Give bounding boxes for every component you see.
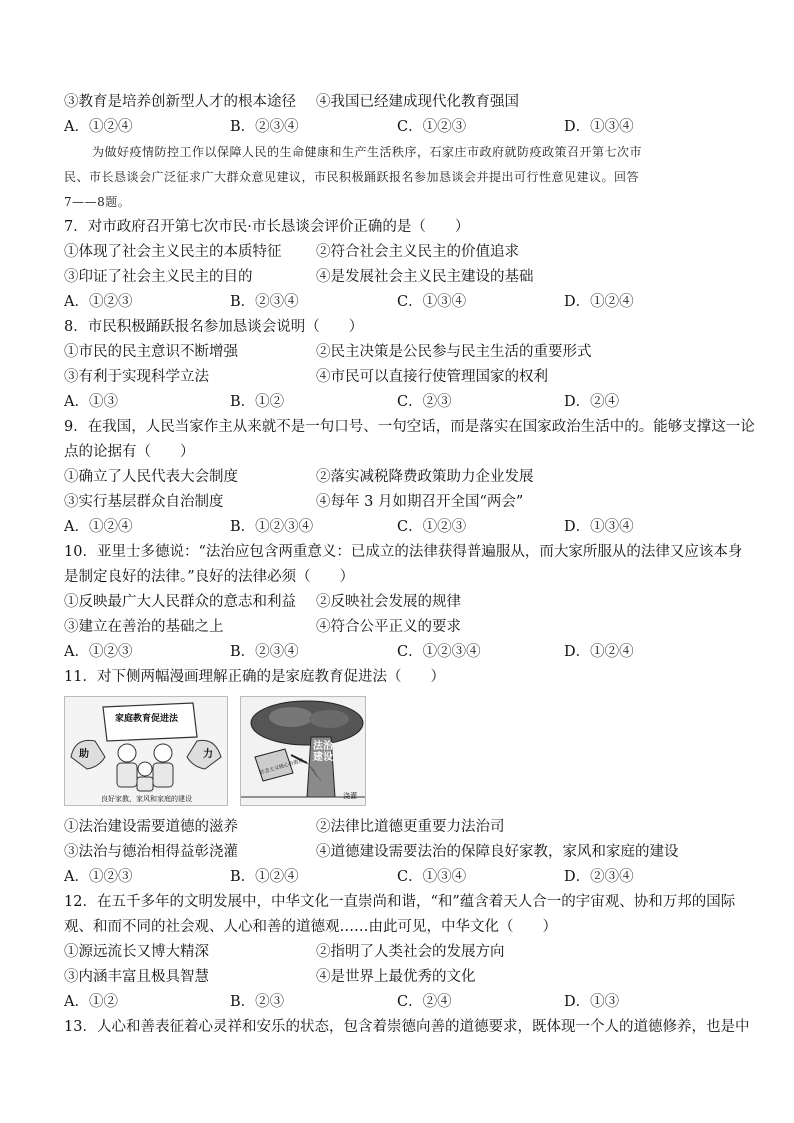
cartoon-caption: 良好家教，家风和家庭的建设 (101, 795, 192, 803)
statement-option: ④我国已经建成现代化教育强国 (316, 94, 519, 110)
statement-option: ②法律比道德更重要力法治司 (316, 819, 505, 835)
answer-choice-b[interactable]: B．②③④ (230, 644, 299, 660)
question-text-line: 12．在五千多年的文明发展中，中华文化一直崇尚和谐，“和”蕴含着天人合一的宇宙观、协和万邦的国际 (64, 894, 736, 910)
statement-option: ②反映社会发展的规律 (316, 594, 461, 610)
cartoon-right-char: 力 (203, 749, 213, 760)
answer-choice-a[interactable]: A．①②③ (64, 644, 133, 660)
answer-choice-d[interactable]: D．②③④ (564, 869, 634, 885)
question-text-line: 观、和而不同的社会观、人心和善的道德观……由此可见，中华文化（ ） (64, 919, 557, 935)
statement-option: ④是发展社会主义民主建设的基础 (316, 269, 534, 285)
cartoon-family-education (64, 696, 228, 806)
answer-choice-c[interactable]: C．①②③④ (397, 644, 481, 660)
answer-choice-b[interactable]: B．②③④ (230, 119, 299, 135)
material-text-line: 民、市长恳谈会广泛征求广大群众意见建议，市民积极踊跃报名参加恳谈会并提出可行性意见建议。回答 (64, 170, 640, 184)
answer-choice-a[interactable]: A．①②③ (64, 869, 133, 885)
answer-choice-d[interactable]: D．①③ (564, 994, 620, 1010)
question-text-line: 13．人心和善表征着心灵祥和安乐的状态，包含着崇德向善的道德要求，既体现一个人的道德修养，也是中 (64, 1019, 750, 1035)
statement-option: ③法治与德治相得益彰浇灌 (64, 844, 238, 860)
statement-option: ②民主决策是公民参与民主生活的重要形式 (316, 344, 592, 360)
answer-choice-a[interactable]: A．①③ (64, 394, 118, 410)
cartoon-tree-drawing (241, 697, 365, 805)
answer-choice-c[interactable]: C．①②③ (397, 119, 467, 135)
statement-option: ②落实减税降费政策助力企业发展 (316, 469, 534, 485)
statement-option: ①市民的民主意识不断增强 (64, 344, 238, 360)
statement-option: ④是世界上最优秀的文化 (316, 969, 476, 985)
cartoon-left-char: 助 (79, 749, 89, 760)
answer-choice-c[interactable]: C．①③④ (397, 294, 467, 310)
question-text-line: 11．对下侧两幅漫画理解正确的是家庭教育促进法（ ） (64, 669, 445, 685)
answer-choice-b[interactable]: B．②③ (230, 994, 285, 1010)
question-text-line: 8．市民积极踊跃报名参加恳谈会说明（ ） (64, 319, 364, 335)
cartoon-banner-text: 家庭教育促进法 (115, 714, 179, 724)
answer-choice-d[interactable]: D．①③④ (564, 119, 634, 135)
answer-choice-b[interactable]: B．①②④ (230, 869, 299, 885)
answer-choice-c[interactable]: C．①③④ (397, 869, 467, 885)
answer-choice-d[interactable]: D．①③④ (564, 519, 634, 535)
statement-option: ③建立在善治的基础之上 (64, 619, 224, 635)
statement-option: ③印证了社会主义民主的目的 (64, 269, 253, 285)
answer-choice-c[interactable]: C．②③ (397, 394, 452, 410)
statement-option: ①确立了人民代表大会制度 (64, 469, 238, 485)
cartoon-can-text: 社会主义核心价值观 (259, 757, 305, 777)
answer-choice-b[interactable]: B．②③④ (230, 294, 299, 310)
cartoon-corner-text: 浇灌 (343, 792, 357, 800)
statement-option: ④每年 3 月如期召开全国“两会” (316, 494, 524, 510)
answer-choice-c[interactable]: C．①②③ (397, 519, 467, 535)
answer-choice-a[interactable]: A．①②④ (64, 519, 133, 535)
statement-option: ①法治建设需要道德的滋养 (64, 819, 238, 835)
statement-option: ①体现了社会主义民主的本质特征 (64, 244, 282, 260)
material-text-line: 7——8题。 (64, 195, 131, 209)
question-text-line: 7．对市政府召开第七次市民·市长恳谈会评价正确的是（ ） (64, 219, 470, 235)
cartoon-trunk-text: 法治建设 (313, 741, 333, 763)
statement-option: ③内涵丰富且极具智慧 (64, 969, 209, 985)
answer-choice-d[interactable]: D．①②④ (564, 644, 634, 660)
statement-option: ①源远流长又博大精深 (64, 944, 209, 960)
question-text-line: 是制定良好的法律。”良好的法律必须（ ） (64, 569, 355, 585)
statement-option: ④道德建设需要法治的保障良好家教，家风和家庭的建设 (316, 844, 679, 860)
answer-choice-d[interactable]: D．①②④ (564, 294, 634, 310)
statement-option: ②符合社会主义民主的价值追求 (316, 244, 519, 260)
answer-choice-a[interactable]: A．①②④ (64, 119, 133, 135)
statement-option: ③实行基层群众自治制度 (64, 494, 224, 510)
question-text-line: 10．亚里士多德说：“法治应包含两重意义：已成立的法律获得普遍服从，而大家所服从的法律又应该本身 (64, 544, 743, 560)
answer-choice-d[interactable]: D．②④ (564, 394, 620, 410)
question-text-line: 9．在我国，人民当家作主从来就不是一句口号、一句空话，而是落实在国家政治生活中的。能够支撑这一论 (64, 419, 755, 435)
statement-option: ①反映最广大人民群众的意志和利益 (64, 594, 296, 610)
answer-choice-b[interactable]: B．①② (230, 394, 285, 410)
answer-choice-a[interactable]: A．①② (64, 994, 118, 1010)
statement-option: ③有利于实现科学立法 (64, 369, 209, 385)
answer-choice-a[interactable]: A．①②③ (64, 294, 133, 310)
statement-option: ③教育是培养创新型人才的根本途径 (64, 94, 296, 110)
answer-choice-b[interactable]: B．①②③④ (230, 519, 314, 535)
material-text-line: 为做好疫情防控工作以保障人民的生命健康和生产生活秩序，石家庄市政府就防疫政策召开第七次市 (92, 145, 643, 159)
statement-option: ②指明了人类社会的发展方向 (316, 944, 505, 960)
statement-option: ④符合公平正义的要求 (316, 619, 461, 635)
statement-option: ④市民可以直接行使管理国家的权利 (316, 369, 548, 385)
cartoon-rule-of-law-tree (240, 696, 366, 806)
question-text-line: 点的论据有（ ） (64, 444, 195, 460)
answer-choice-c[interactable]: C．②④ (397, 994, 452, 1010)
